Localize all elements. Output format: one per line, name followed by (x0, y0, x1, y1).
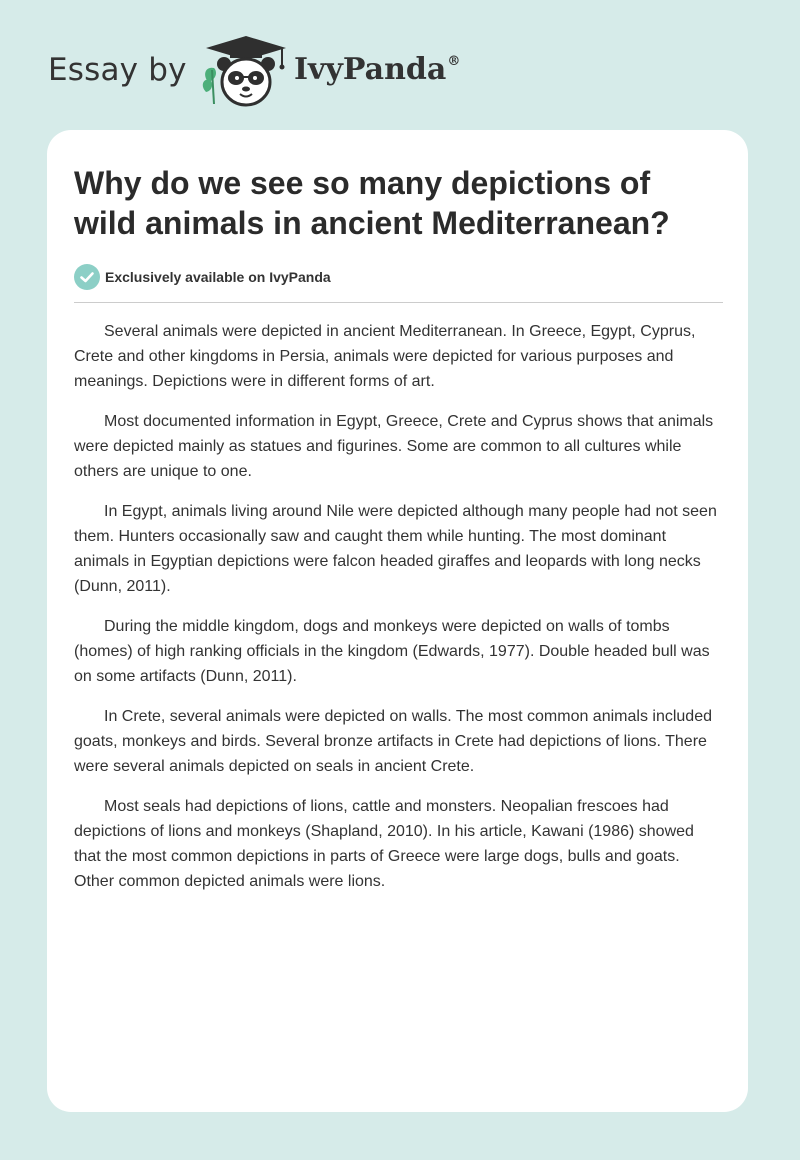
site-header (48, 30, 648, 110)
brand-name-text: IvyPanda (294, 52, 447, 87)
paragraph: In Crete, several animals were depicted on walls. The most common animals included goats, monkeys and birds. Several bronze artifacts in Crete had depictions of lions. There were several animals depicted on seals in ancient Crete. (74, 708, 712, 775)
paragraph: Most documented information in Egypt, Greece, Crete and Cyprus shows that animals were depicted mainly as statues and figurines. Some are common to all cultures while others are unique to one. (74, 413, 714, 480)
exclusive-text: Exclusively available on IvyPanda (105, 269, 331, 285)
essay-card (47, 130, 748, 1112)
exclusive-badge (74, 264, 331, 290)
panda-graduation-cap-icon[interactable] (200, 34, 290, 110)
divider (74, 302, 723, 303)
paragraph: Several animals were depicted in ancient Mediterranean. In Greece, Egypt, Cyprus, Crete and other kingdoms in Persia, animals were depicted for various purposes and meanings. Depictions were in different forms of art. (74, 323, 696, 390)
essay-body (74, 319, 724, 909)
essay-title: Why do we see so many depictions of wild animals in ancient Mediterranean? (74, 165, 670, 241)
paragraph: Most seals had depictions of lions, cattle and monsters. Neopalian frescoes had depictions of lions and monkeys (Shapland, 2010). In his article, Kawani (1986) showed that the most common depictions in parts of Greece were large dogs, bulls and goats. Other common depicted animals were lions. (74, 798, 694, 890)
paragraph: In Egypt, animals living around Nile were depicted although many people had not seen them. Hunters occasionally saw and caught them while hunting. The most dominant animals in Egyptian depictions were falcon headed giraffes and leopards with long necks (Dunn, 2011). (74, 503, 717, 595)
brand-prefix: Essay by (48, 52, 187, 88)
brand-name[interactable] (294, 52, 460, 87)
registered-mark: ® (447, 54, 461, 69)
paragraph: During the middle kingdom, dogs and monkeys were depicted on walls of tombs (homes) of high ranking officials in the kingdom (Edwards, 1977). Double headed bull was on some artifacts (Dunn, 2011). (74, 618, 710, 685)
checkmark-icon (74, 264, 100, 290)
